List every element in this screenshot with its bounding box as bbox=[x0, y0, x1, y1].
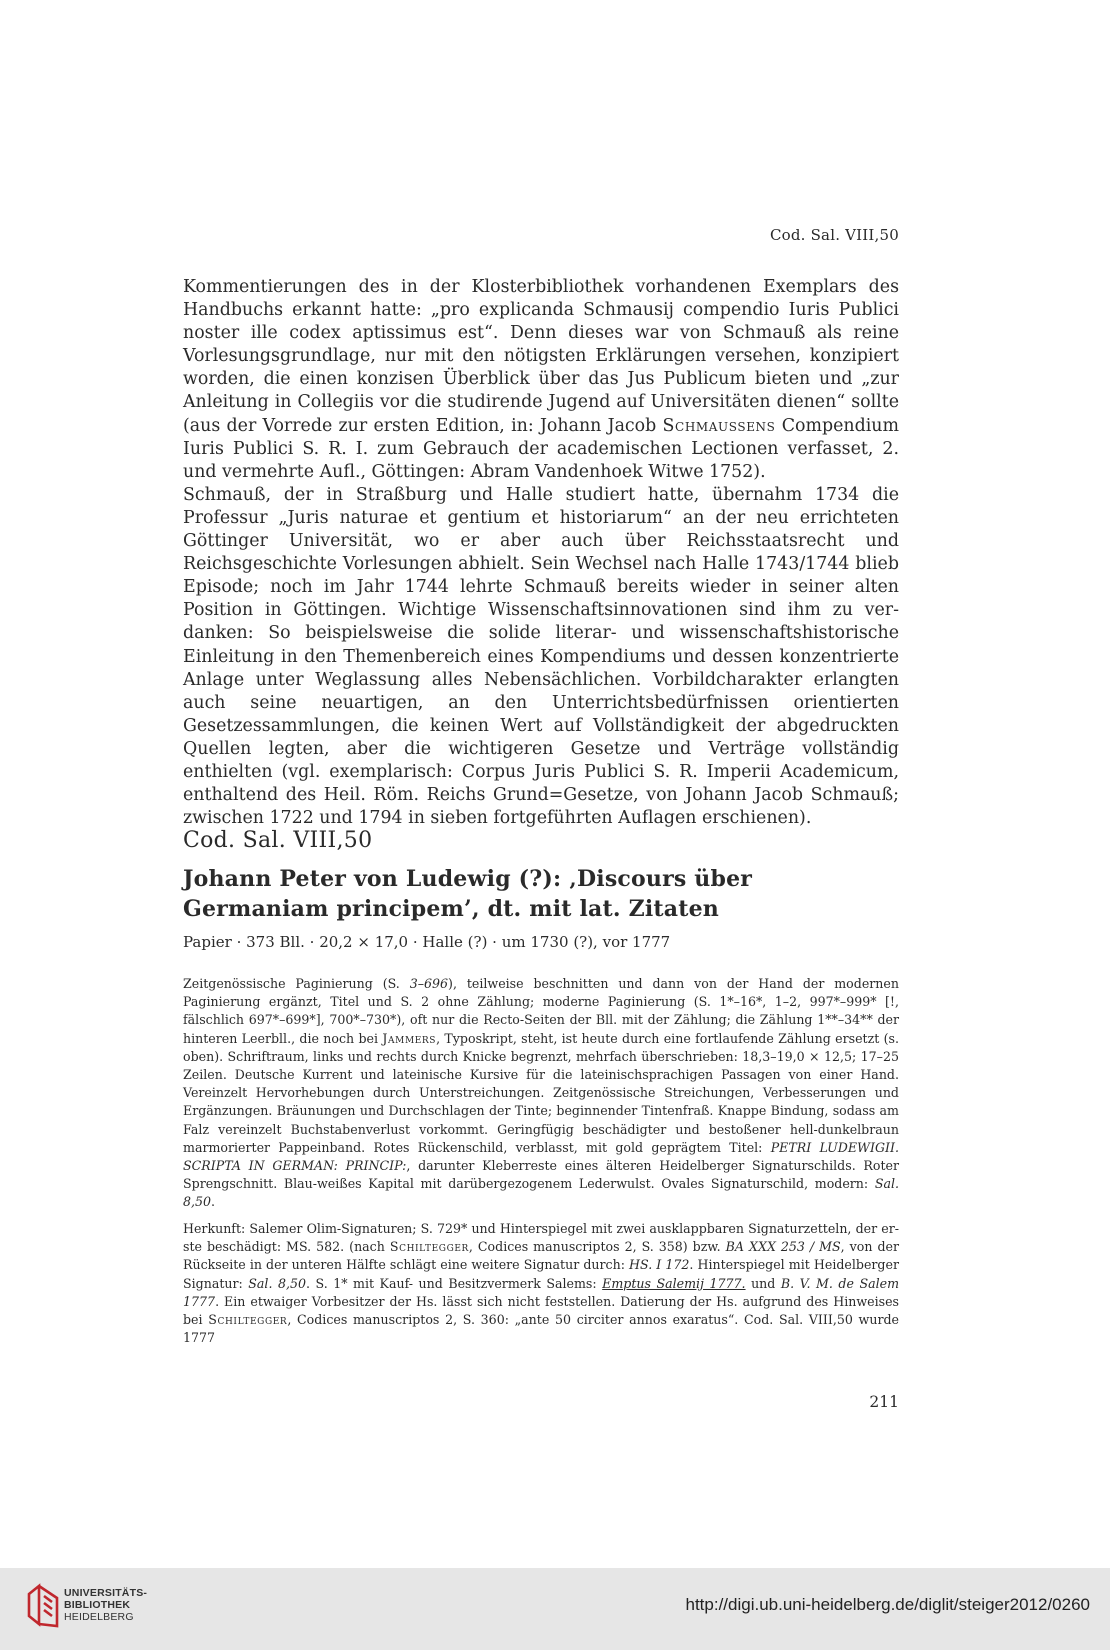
body-paragraph-1-text-a: Kommentierungen des in der Klosterbibliothek vorhandenen Exemplars des Handbuchs erkannt hatte: „pro explicanda Schmausij compendio Iuris Publici noster ille codex aptissimus est“. Denn dieses war von Schmauß als reine Vorlesungsgrundlage, nur mit den nötigsten Erklärungen versehen, konzipiert worden, die einen konzisen Überblick über das Jus Publicum bieten und „zur Anleitung in Collegiis vor die studirende Jugend auf Universitäten dienen“ sollte (aus der Vorrede zur ersten Edition, in: Johann Jacob bbox=[183, 277, 899, 436]
provenance-text: . Ein etwaiger Vorbesitzer der Hs. lässt sich nicht feststellen. Datierung der Hs. aufgrund des Hinweises bei bbox=[183, 1293, 899, 1328]
page-number: 211 bbox=[869, 1393, 899, 1411]
provenance-italic: B. V. M. de Salem 1777 bbox=[183, 1275, 900, 1309]
description-paragraph bbox=[183, 975, 899, 1212]
description-text: Zeitgenössische Paginierung (S. bbox=[183, 976, 400, 991]
provenance-paragraph bbox=[183, 1220, 899, 1347]
provenance-text: , Codices manuscriptos 2, S. 360: „ante 50 circiter annos exaratus“. Cod. Sal. VIII,50 wurde 1777 bbox=[183, 1312, 899, 1346]
source-url-link[interactable]: http://digi.ub.uni-heidelberg.de/diglit/steiger2012/0260 bbox=[685, 1595, 1090, 1614]
provenance-text: . Hinterspiegel mit Heidelberger Signatur: bbox=[183, 1257, 899, 1291]
library-logo-icon bbox=[26, 1582, 60, 1628]
description-italic: Sal. 8,50 bbox=[183, 1176, 899, 1210]
description-text: , Typoskript, steht, ist heute durch eine fortlaufende Zählung ersetzt (s. oben). Schriftraum, links und rechts durch Knicke begrenzt, mehrfach überschrieben: 18,3–19,0 × 12,5; 17–25 Zeilen. Deutsche Kurrent und lateinische Kursive für die lateinischsprachigen Passagen von einer Hand. Vereinzelt Hervorhebungen durch Unterstreichungen. Zeitgenössische Streichungen, Verbesserungen und Ergänzungen. Bräunungen und Durchschlagen der Tinte; beginnender Tintenfraß. Knappe Bindung, sodass am Falz vereinzelt Buchstabenverlust vorkommt. Geringfügig beschädigter und bestoßener hell-dunkelbraun marmorierter Pappeinband. Rotes Rückenschild, verblasst, mit gold geprägtem Titel: bbox=[183, 1030, 900, 1155]
body-paragraph-2: Schmauß, der in Straßburg und Halle studiert hatte, übernahm 1734 die Professur „Juris naturae et gentium et historiarum“ an der neu errichteten Göttinger Universität, wo er aber auch über Reichsstaatsrecht und Reichsgeschichte Vorlesungen abhielt. Sein Wechsel nach Halle 1743/1744 blieb Episode; noch im Jahr 1744 lehrte Schmauß bereits wieder in seiner alten Position in Göttingen. Wichtige Wissenschaftsinnovationen sind ihm zu verdanken: So beispielsweise die solide literar- und wissenschaftshistorische Einleitung in den Themenbereich eines Kompendiums und dessen konzentrierte Anlage unter Weglassung alles Nebensächlichen. Vorbildcharakter erlangten auch seine neuartigen, an den Unterrichtsbedürfnissen orientierten Gesetzessammlungen, die keinen Wert auf Vollständigkeit der abgedruckten Quellen legten, aber die wichtigeren Gesetze und Verträge vollständig enthielten (vgl. exemplarisch: Corpus Juris Publici S. R. Imperii Academicum, enthaltend des Heil. Röm. Reichs Grund=Gesetze, von Johann Jacob Schmauß; zwischen 1722 und 1794 in sieben fortgeführten Auflagen erschienen). bbox=[183, 484, 899, 829]
description-text: . bbox=[211, 1194, 216, 1210]
provenance-text: , von der Rückseite in der unteren Hälfte schlägt eine weitere Signatur durch: bbox=[183, 1239, 899, 1273]
body-paragraph-1 bbox=[183, 276, 899, 484]
digitization-footer bbox=[0, 1568, 1110, 1650]
logo-line-1: UNIVERSITÄTS- bbox=[64, 1587, 148, 1599]
running-head: Cod. Sal. VIII,50 bbox=[769, 226, 899, 244]
provenance-italic: BA XXX 253 / MS bbox=[725, 1239, 841, 1255]
provenance-italic: HS. I 172 bbox=[629, 1257, 690, 1273]
provenance-smallcaps: Schiltegger bbox=[208, 1312, 288, 1328]
entry-title: Johann Peter von Ludewig (?): ‚Discours über Germaniam principem’, dt. mit lat. Zitaten bbox=[183, 866, 753, 922]
provenance bbox=[183, 1220, 899, 1347]
entry-meta: Papier · 373 Bll. · 20,2 × 17,0 · Halle (?) · um 1730 (?), vor 1777 bbox=[183, 933, 671, 951]
provenance-smallcaps: Schiltegger bbox=[389, 1239, 469, 1255]
provenance-italic-underlined: Emptus Salemij 1777. bbox=[602, 1275, 746, 1291]
logo-line-2: BIBLIOTHEK bbox=[64, 1599, 131, 1611]
description-smallcaps: Jammers bbox=[382, 1030, 437, 1046]
provenance-text: , Codices manuscriptos 2, S. 358) bzw. bbox=[468, 1239, 721, 1255]
body-paragraph-1-text-b: Compendium Iuris Publici S. R. I. zum Gebrauch der academischen Lectionen verfasset, 2. und vermehrte Aufl., Göttingen: Abram Vandenhoek Witwe 1752). bbox=[183, 415, 899, 482]
logo-line-3: HEIDELBERG bbox=[64, 1611, 134, 1623]
provenance-italic: Sal. 8,50 bbox=[248, 1275, 307, 1291]
author-name-smallcaps: Schmaussens bbox=[662, 415, 776, 436]
entry-signature: Cod. Sal. VIII,50 bbox=[183, 828, 373, 853]
description-italic: 3–696 bbox=[409, 976, 449, 991]
physical-description bbox=[183, 975, 899, 1212]
description-text: , darunter Kleberreste eines älteren Heidelberger Signaturschilds. Roter Sprengschnitt. Blau-weißes Kapital mit darübergezogenem Lederwulst. Ovales Signaturschild, modern: bbox=[183, 1158, 899, 1192]
provenance-text: Herkunft: Salemer Olim-Signaturen; S. 729* und Hinterspiegel mit zwei ausklappbaren Signaturzetteln, der erste beschädigt: MS. 582. (nach bbox=[183, 1221, 899, 1255]
library-logo-text bbox=[64, 1587, 147, 1623]
provenance-text: . S. 1* mit Kauf- und Besitzvermerk Salems: bbox=[306, 1275, 597, 1291]
body-text bbox=[183, 276, 899, 830]
description-text: ), teilweise beschnitten und dann von der Hand der modernen Paginierung ergänzt, Titel und S. 2 ohne Zählung; moderne Paginierung (S. 1*–16*, 1–2, 997*–999* [!, fälschlich 697*–699*], 700*–730*), oft nur die Recto-Seiten der Bll. mit der Zählung; die Zählung 1**–34** der hinteren Leerbll., die noch bei bbox=[183, 976, 899, 1046]
provenance-text: und bbox=[751, 1275, 776, 1291]
description-italic: PETRI LUDEWIGII. SCRIPTA IN GERMAN: PRINCIP: bbox=[183, 1139, 899, 1174]
